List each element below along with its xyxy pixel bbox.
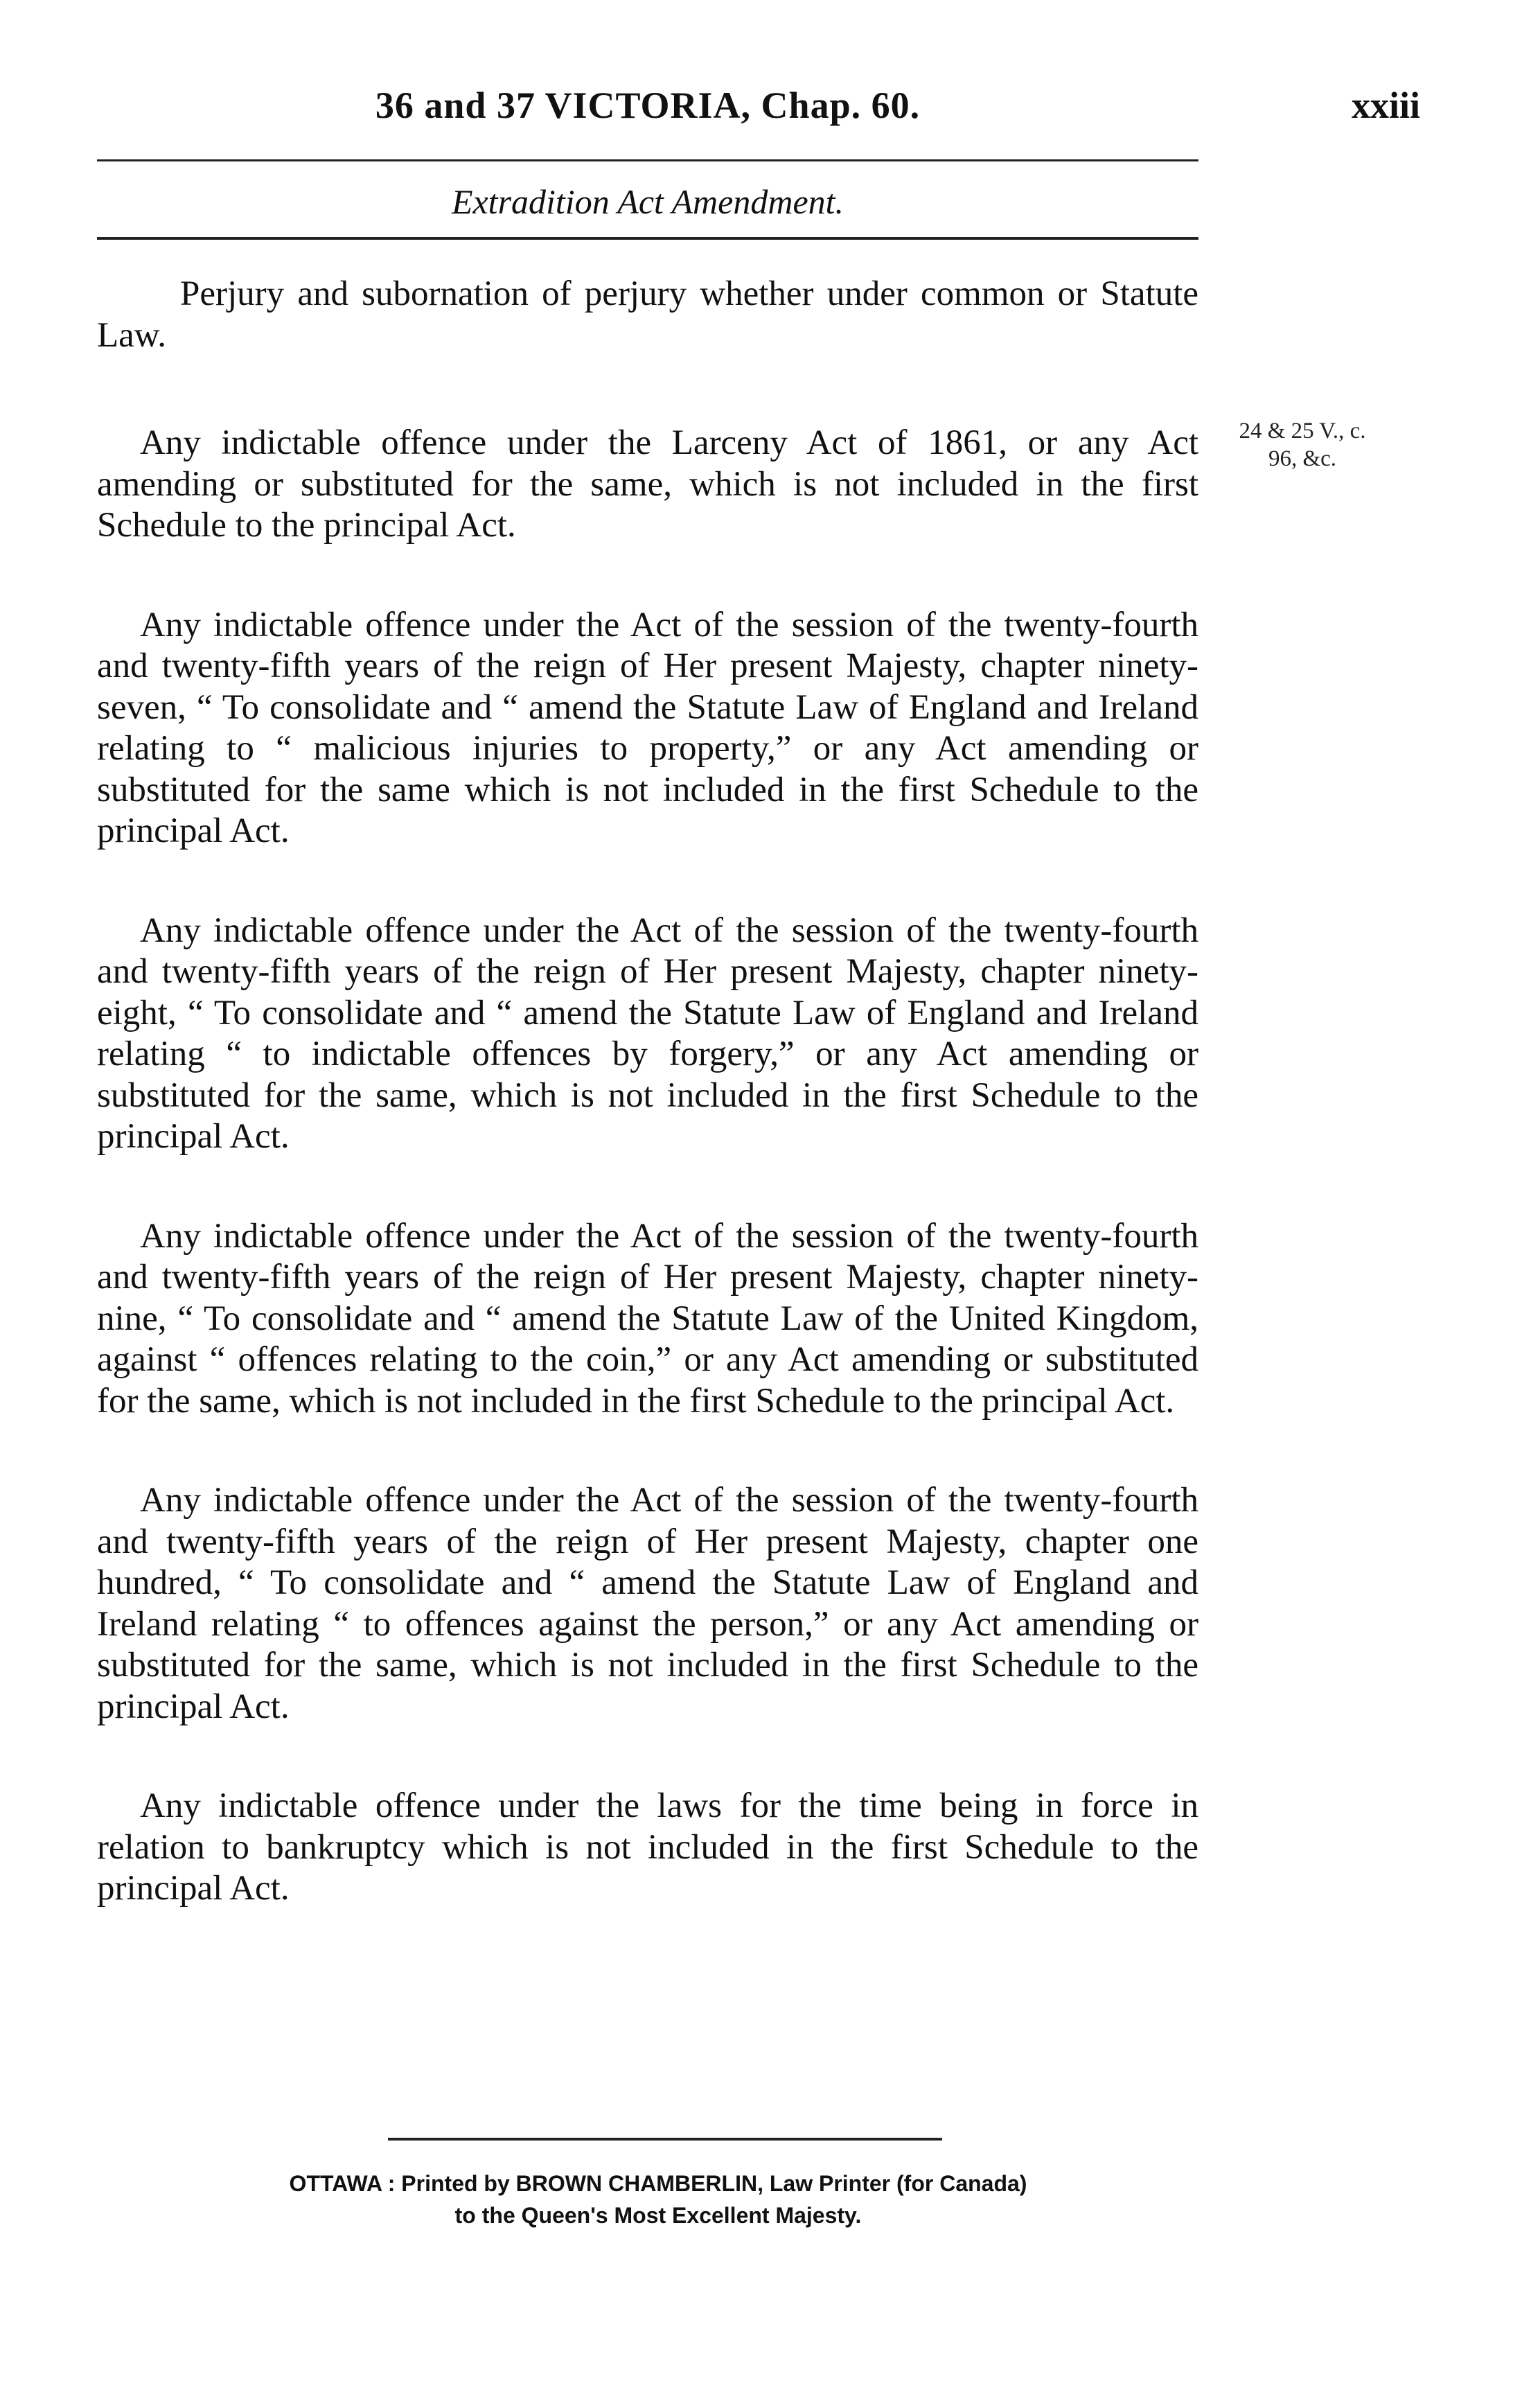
imprint-line-1: OTTAWA : Printed by BROWN CHAMBERLIN, Law Printer (for Canada) <box>289 2171 1027 2196</box>
paragraph-larceny: Any indictable offence under the Larceny Act of 1861, or any Act amending or substituted for the same, which is not included in the first Schedule to the principal Act. <box>97 423 1198 545</box>
imprint-line-2: to the Queen's Most Excellent Majesty. <box>454 2203 862 2228</box>
footer-rule <box>388 2138 942 2141</box>
paragraph-forgery: Any indictable offence under the Act of the session of the twenty-fourth and twenty-fifth years of the reign of Her present Majesty, chapter ninety-eight, “ To consolidate and “ amend the Statute Law of England and Ireland relating “ to indictable offences by forgery,” or any Act amending or substituted for the same, which is not included in the first Schedule to the principal Act. <box>97 911 1198 1156</box>
header-rule <box>97 159 1198 161</box>
printer-imprint <box>166 2168 1150 2231</box>
subheader-rule <box>97 237 1198 240</box>
act-title: Extradition Act Amendment. <box>451 182 844 221</box>
running-head <box>0 78 1531 133</box>
paragraph-person: Any indictable offence under the Act of the session of the twenty-fourth and twenty-fifth years of the reign of Her present Majesty, chapter one hundred, “ To consolidate and “ amend the Statute Law of England and Ireland relating “ to offences against the person,” or any Act amending or substituted for the same, which is not included in the first Schedule to the principal Act. <box>97 1481 1198 1726</box>
paragraph-coin: Any indictable offence under the Act of the session of the twenty-fourth and twenty-fifth years of the reign of Her present Majesty, chapter ninety-nine, “ To consolidate and “ amend the Statute Law of the United Kingdom, against “ offences relating to the coin,” or any Act amending or substituted for the same, which is not included in the first Schedule to the principal Act. <box>97 1216 1198 1421</box>
paragraph-malicious-injuries: Any indictable offence under the Act of the session of the twenty-fourth and twenty-fifth years of the reign of Her present Majesty, chapter ninety-seven, “ To consolidate and “ amend the Statute Law of England and Ireland relating to “ malicious injuries to property,” or any Act amending or substituted for the same which is not included in the first Schedule to the principal Act. <box>97 605 1198 850</box>
page-number: xxiii <box>1351 85 1420 126</box>
paragraph-perjury: Perjury and subornation of perjury whether under common or Statute Law. <box>97 274 1198 355</box>
running-title: 36 and 37 VICTORIA, Chap. 60. <box>375 85 921 126</box>
margin-note: 24 & 25 V., c. 96, &c. <box>1239 419 1366 471</box>
body-text <box>97 274 1198 1910</box>
paragraph-bankruptcy: Any indictable offence under the laws for the time being in force in relation to bankruptcy which is not included in the first Schedule to the principal Act. <box>97 1786 1198 1908</box>
